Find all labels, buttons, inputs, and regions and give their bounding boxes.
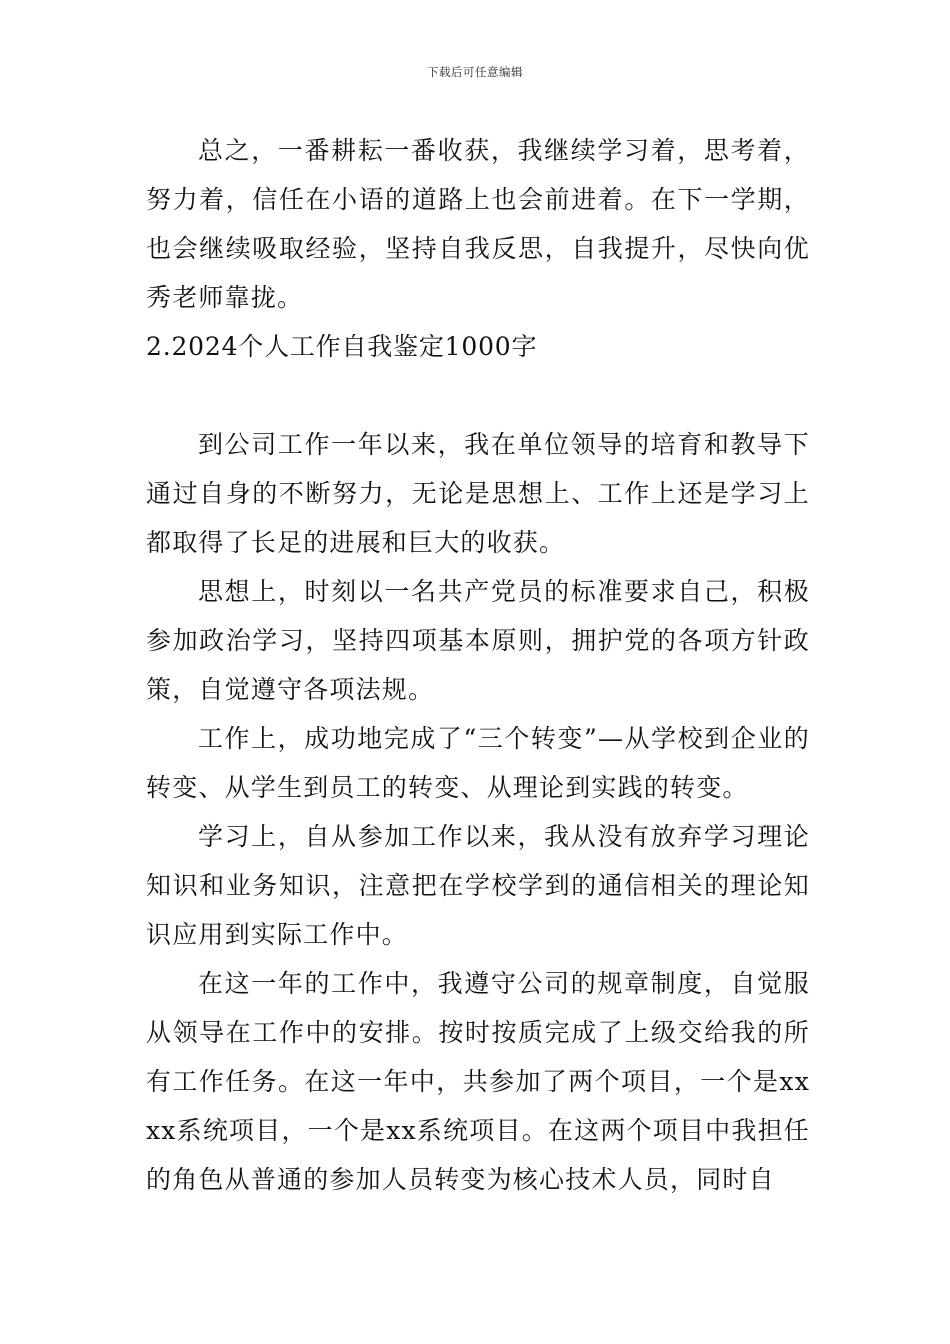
paragraph-conclusion: 总之，一番耕耘一番收获，我继续学习着，思考着，努力着，信任在小语的道路上也会前进着。在下一学期，也会继续吸取经验，坚持自我反思，自我提升，尽快向优秀老师靠拢。 [146, 136, 810, 312]
blank-line [146, 371, 810, 420]
document-body [146, 126, 810, 1204]
paragraph-projects: 在这一年的工作中，我遵守公司的规章制度，自觉服从领导在工作中的安排。按时按质完成了上级交给我的所有工作任务。在这一年中，共参加了两个项目，一个是xxxx系统项目，一个是xx系统项目。在这两个项目中我担任的角色从普通的参加人员转变为核心技术人员，同时自 [146, 969, 810, 1194]
paragraph-study: 学习上，自从参加工作以来，我从没有放弃学习理论知识和业务知识，注意把在学校学到的通信相关的理论知识应用到实际工作中。 [146, 822, 810, 949]
page-header: 下载后可任意编辑 [427, 65, 523, 79]
section-title: 2.2024个人工作自我鉴定1000字 [146, 332, 538, 361]
paragraph-thought: 思想上，时刻以一名共产党员的标准要求自己，积极参加政治学习，坚持四项基本原则，拥护党的各项方针政策，自觉遵守各项法规。 [146, 577, 810, 704]
paragraph-intro: 到公司工作一年以来，我在单位领导的培育和教导下通过自身的不断努力，无论是思想上、工作上还是学习上都取得了长足的进展和巨大的收获。 [146, 430, 810, 557]
paragraph-work: 工作上，成功地完成了“三个转变”—从学校到企业的转变、从学生到员工的转变、从理论到实践的转变。 [146, 724, 810, 802]
